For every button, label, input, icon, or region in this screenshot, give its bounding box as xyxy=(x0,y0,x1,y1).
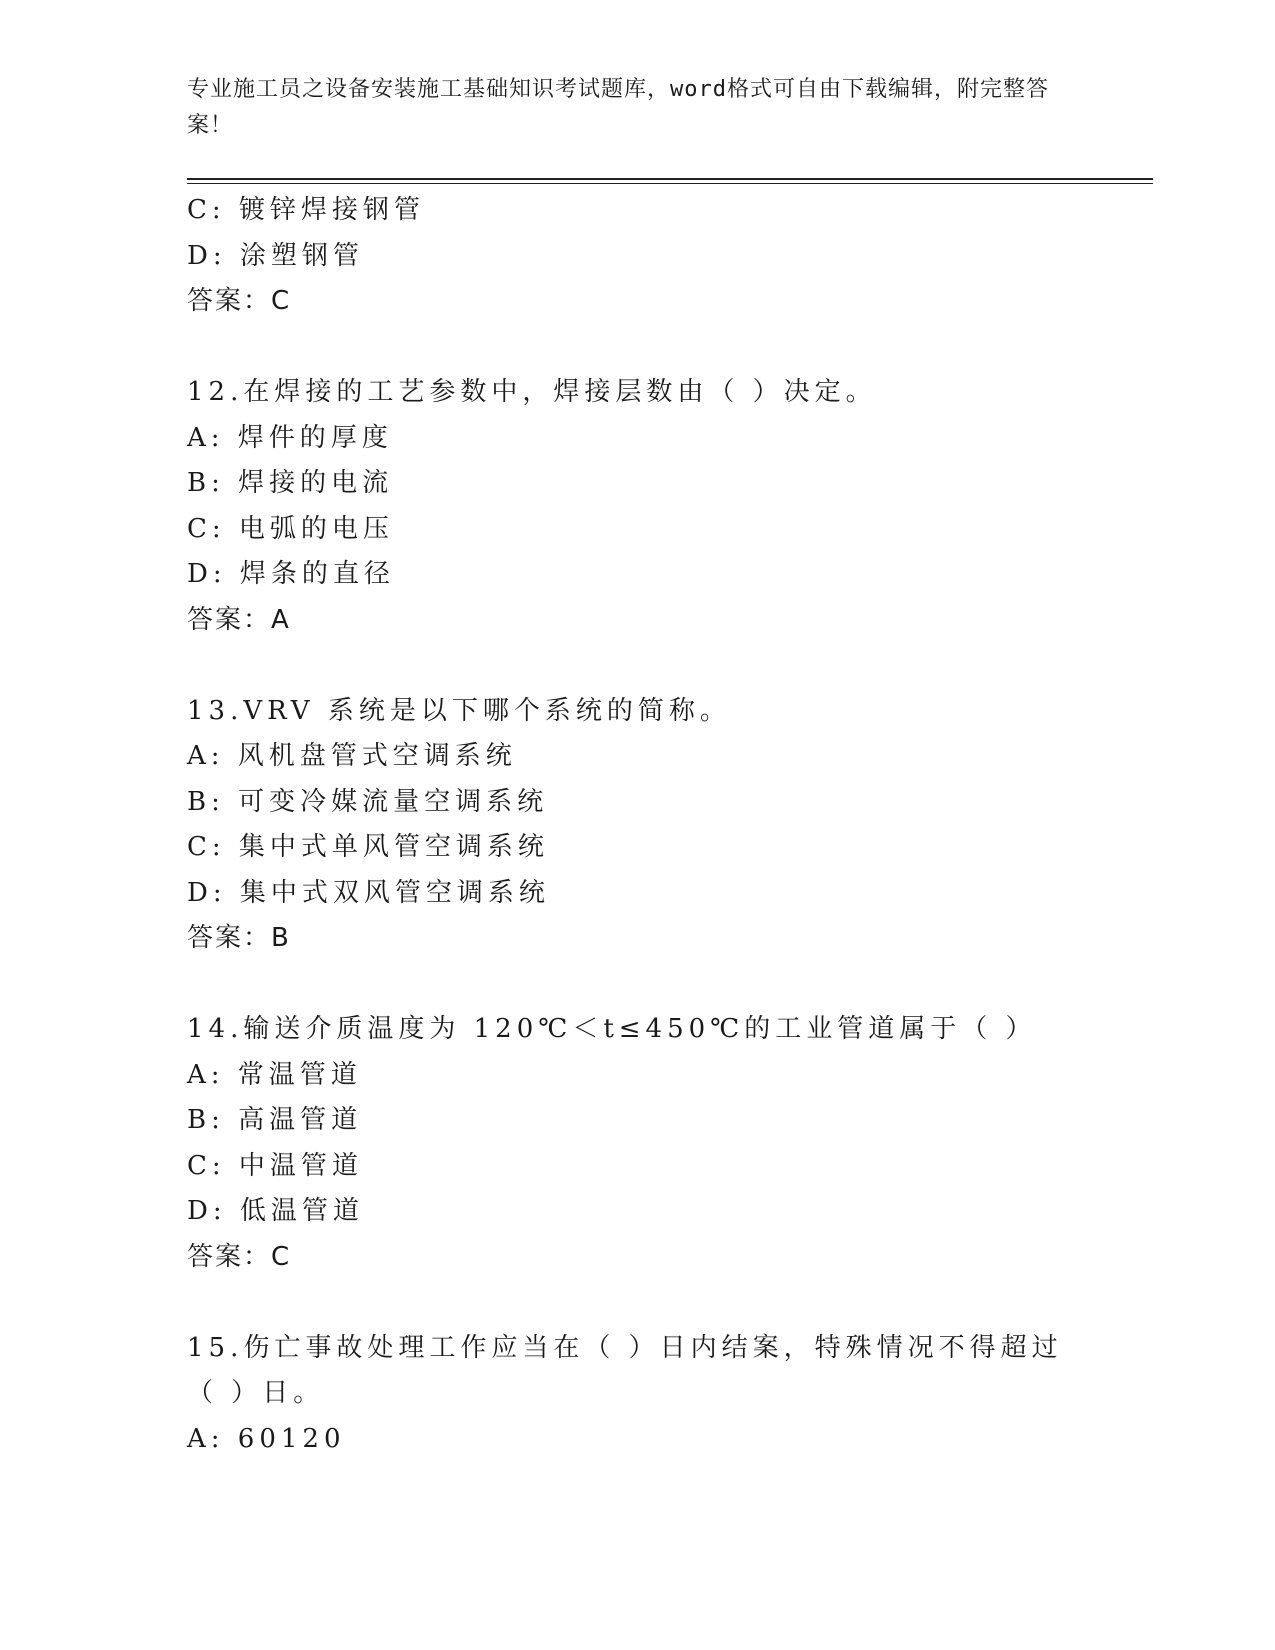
option-c: C: 镀锌焊接钢管 xyxy=(187,195,425,225)
option-d: D: 集中式双风管空调系统 xyxy=(187,877,550,908)
option-c: C: 电弧的电压 xyxy=(187,513,394,544)
option-a: A: 风机盘管式空调系统 xyxy=(187,741,517,771)
document-body xyxy=(187,188,1153,1462)
answer: 答案：C xyxy=(187,286,292,316)
option-c: C: 集中式单风管空调系统 xyxy=(187,832,549,862)
document-header: 专业施工员之设备安装施工基础知识考试题库，word格式可自由下载编辑，附完整答案！ xyxy=(187,77,1049,138)
option-b: B: 焊接的电流 xyxy=(187,468,394,498)
answer: 答案：C xyxy=(187,1241,292,1272)
option-d: D: 低温管道 xyxy=(187,1196,364,1226)
question-stem: 12.在焊接的工艺参数中，焊接层数由（ ）决定。 xyxy=(187,377,877,407)
option-a: A: 常温管道 xyxy=(187,1059,362,1090)
option-a: A: 焊件的厚度 xyxy=(187,422,393,453)
option-a: A: 60120 xyxy=(187,1423,346,1454)
option-d: D: 涂塑钢管 xyxy=(187,240,364,271)
question-stem: 14.输送介质温度为 120℃＜t≤450℃的工业管道属于（ ） xyxy=(187,1014,1037,1044)
answer: 答案：A xyxy=(187,604,291,635)
option-c: C: 中温管道 xyxy=(187,1150,363,1181)
question-13 xyxy=(187,689,1153,962)
answer: 答案：B xyxy=(187,923,291,953)
header-divider-thick xyxy=(187,178,1153,180)
option-d: D: 焊条的直径 xyxy=(187,559,395,589)
question-15 xyxy=(187,1326,1153,1463)
option-b: B: 高温管道 xyxy=(187,1105,363,1135)
question-14 xyxy=(187,1007,1153,1280)
option-b: B: 可变冷媒流量空调系统 xyxy=(187,786,549,817)
header-divider-thin xyxy=(187,183,1153,184)
question-12 xyxy=(187,370,1153,643)
question-stem: 15.伤亡事故处理工作应当在（ ）日内结案，特殊情况不得超过（ ）日。 xyxy=(187,1332,1063,1408)
question-stem: 13.VRV 系统是以下哪个系统的简称。 xyxy=(187,695,731,726)
